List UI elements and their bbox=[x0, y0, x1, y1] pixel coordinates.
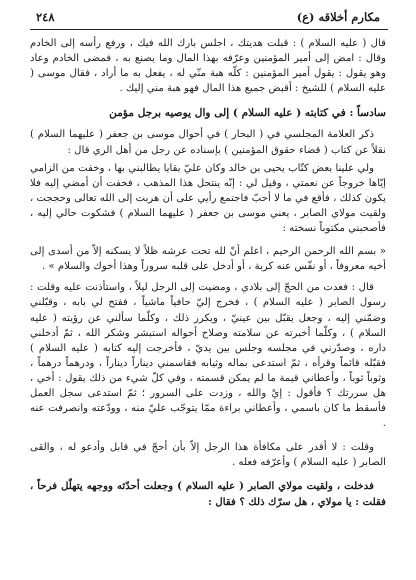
paragraph-gift: قال ( عليه السلام ) : قبلت هديتك ، اجلس بارك الله فيك ، ورفع رأسه إلى الخادم وقال : امض إلى أمير المؤمنين وعرّفه بهذا المال وما يصنع به ، فمضى الخادم وعاد وهو يقول : يقول أمير المؤمنين : كلّه هبة منّي له ، يفعل به ما أراد ، فقال موسى ( عليه السلام ) للشيخ : أقبض جميع هذا المال فهو هبة مني إليك . bbox=[30, 38, 386, 95]
running-title: مكارم أخلاقه (ع) bbox=[296, 10, 380, 24]
section-heading: سادساً : في كتابته ( عليه السلام ) إلى وال يوصيه برجل مؤمن bbox=[109, 107, 386, 120]
paragraph-source: ذكر العلامة المجلسي في ( البحار ) في أحوال موسى بن جعفر ( عليهما السلام ) نقلاً عن كتاب ( قضاء حقوق المؤمنين ) بإسناده عن رجل من أهل الري قال : bbox=[30, 129, 386, 156]
paragraph-letter-quote: « بسم الله الرحمن الرحيم ، اعلم أنّ لله تحت عرشه ظلاً لا يسكنه إلاّ من أسدى إلى أخيه معروفاً ، أو نفّس عنه كربة ، أو أدخل على قلبه سروراً وهذا أخوك والسلام » . bbox=[30, 246, 386, 273]
paragraph-visit: قال : فعدت من الحجّ إلى بلادي ، ومضيت إلى الرجل ليلاً ، واستأذنت عليه وقلت : رسول الصابر ( عليه السلام ) ، فخرج إليّ حافياً ماشياً ، ففتح لي بابه ، وقبّلني وضمّني إليه ، وجعل يقبّل بين عينيّ ، ويكرر ذلك ، وكلّما سألني عن رؤيته ( عليه السلام ) ، وكلّما أخبرته عن سلامته وصلاح أحواله استبشر وشكر الله ، ثمّ أدخلني داره ، وصدّرني في مجلسه وجلس بين يديّ ، فأخرجت إليه كتابه ( عليه السلام ) فقبّله قائماً وقرأه ، ثمّ استدعى بماله وثيابه فقاسمني ديناراً ديناراً ، ودرهماً درهماً ، وثوباً ثوباً ، وأعطاني قيمة ما لم يمكن قسمته ، وفي كلّ شيء من ذلك يقول : أخي ، هل سررتك ؟ فأقول : إيْ والله ، وزدت على السرور ؛ ثمّ استدعى سجل العمل فأسقط ما كان باسمي ، وأعطاني براءة ممّا يتوجّب عليّ منه ، وودّعته وانصرفت عنه . bbox=[30, 282, 386, 430]
page-header bbox=[30, 8, 388, 26]
page-body bbox=[30, 36, 386, 513]
page-number: ٢٤٨ bbox=[36, 10, 55, 24]
meeting-lead: فدخلت ، ولقيت مولاي الصابر ( عليه السلام ) وجعلت أحدّثه ووجهه يتهلّل فرحاً ، bbox=[30, 480, 374, 493]
paragraph-resolve: وقلت : لا أقدر على مكافأة هذا الرجل إلاّ بأن أحجّ في قابل وأدعو له ، والقى الصابر ( عليه السلام ) وأعرّفه فعله . bbox=[30, 442, 386, 469]
paragraph-meeting bbox=[30, 479, 386, 509]
paragraph-narrative: ولي علينا بعض كتّاب يحيى بن خالد وكان عليّ بقايا يطالبني بها ، وخفت من الزامي إيّاها خروجاً عن نعمتي ، وقيل لي : إنّه ينتحل هذا المذهب ، فخفت أن أمضي إليه فلا يكون كذلك ، فأقع في ما لا أحبّ فاجتمع رأيي على أن هربت إلى الله تعالى وحججت ، ولقيت مولاي الصابر ، يعني موسى بن جعفر ( عليهما السلام ) فشكوت حالي إليه ، فأصحبني مكتوباً نسخته : bbox=[30, 162, 386, 235]
meeting-tail: فقلت : يا مولاي ، هل سرّك ذلك ؟ فقال : bbox=[208, 495, 386, 508]
header-rule bbox=[30, 29, 388, 30]
